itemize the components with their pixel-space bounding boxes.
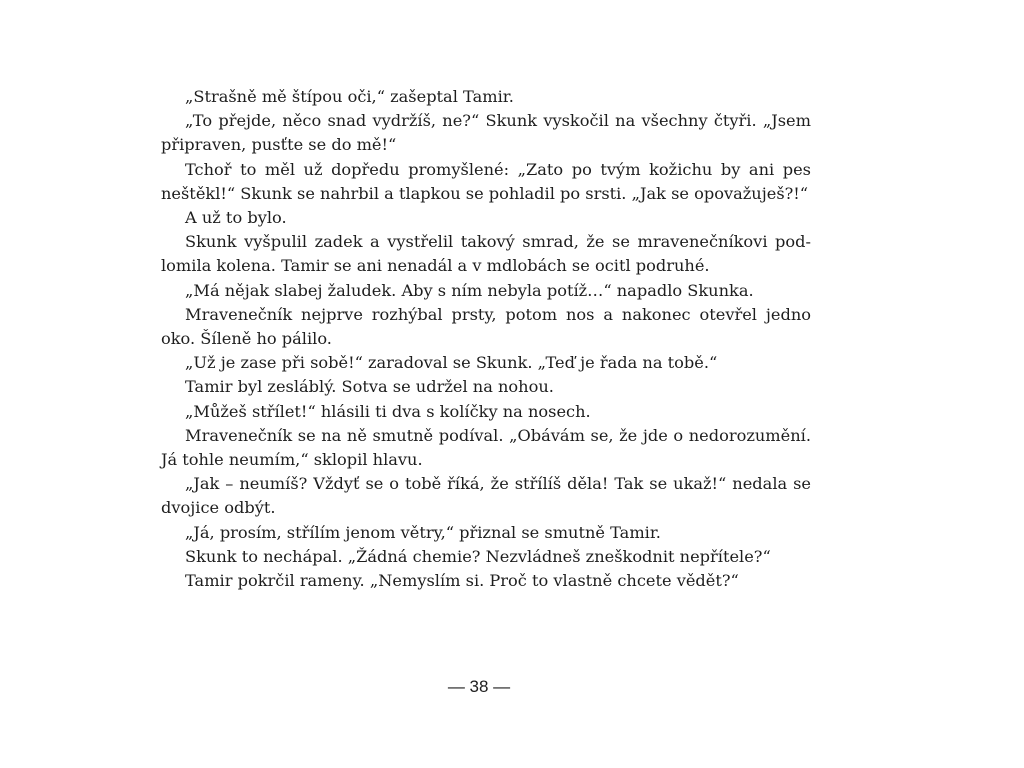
paragraph: A už to bylo. xyxy=(185,208,287,228)
page-number: — 38 — xyxy=(447,677,511,696)
paragraph: „Strašně mě štípou oči,“ zašeptal Tamir. xyxy=(185,87,514,106)
paragraph: Skunk to nechápal. „Žádná chemie? Nezvládneš zneškodnit nepřítele?“ xyxy=(185,546,771,566)
paragraph: Tchoř to měl už dopředu promyšlené: „Zato po tvým kožichu by ani pes neštěkl!“ Skunk se nahrbil a tlapkou se pohladil po srsti. „Jak se opovažuješ?!“ xyxy=(161,159,811,203)
paragraph: „Jak – neumíš? Vždyť se o tobě říká, že střílíš děla! Tak se ukaž!“ nedala se dvojice odbýt. xyxy=(161,474,811,518)
paragraph: Tamir pokrčil rameny. „Nemyslím si. Proč to vlastně chcete vědět?“ xyxy=(185,571,739,591)
paragraph: „Můžeš střílet!“ hlásili ti dva s kolíčky na nosech. xyxy=(185,401,591,421)
paragraph: „To přejde, něco snad vydržíš, ne?“ Skunk vyskočil na všechny čtyři. „Jsem připraven, pusťte se do mě!“ xyxy=(161,111,811,155)
paragraph: Skunk vyšpulil zadek a vystřelil takový smrad, že se mravenečníkovi podlomila kolena. Tamir se ani nenadál a v mdlobách se ocitl podruhé. xyxy=(161,232,811,276)
paragraph: Mravenečník nejprve rozhýbal prsty, potom nos a nakonec otevřel jedno oko. Šíleně ho pálilo. xyxy=(161,304,811,349)
paragraph: „Já, prosím, střílím jenom větry,“ přiznal se smutně Tamir. xyxy=(185,522,661,542)
paragraph: Mravenečník se na ně smutně podíval. „Obávám se, že jde o nedorozumění. Já tohle neumím,“ sklopil hlavu. xyxy=(161,425,811,470)
paragraph: Tamir byl zesláblý. Sotva se udržel na nohou. xyxy=(185,377,554,397)
body-text xyxy=(161,85,811,593)
paragraph: „Už je zase při sobě!“ zaradoval se Skunk. „Teď je řada na tobě.“ xyxy=(185,353,718,373)
paragraph: „Má nějak slabej žaludek. Aby s ním nebyla potíž…“ napadlo Skunka. xyxy=(185,280,754,300)
